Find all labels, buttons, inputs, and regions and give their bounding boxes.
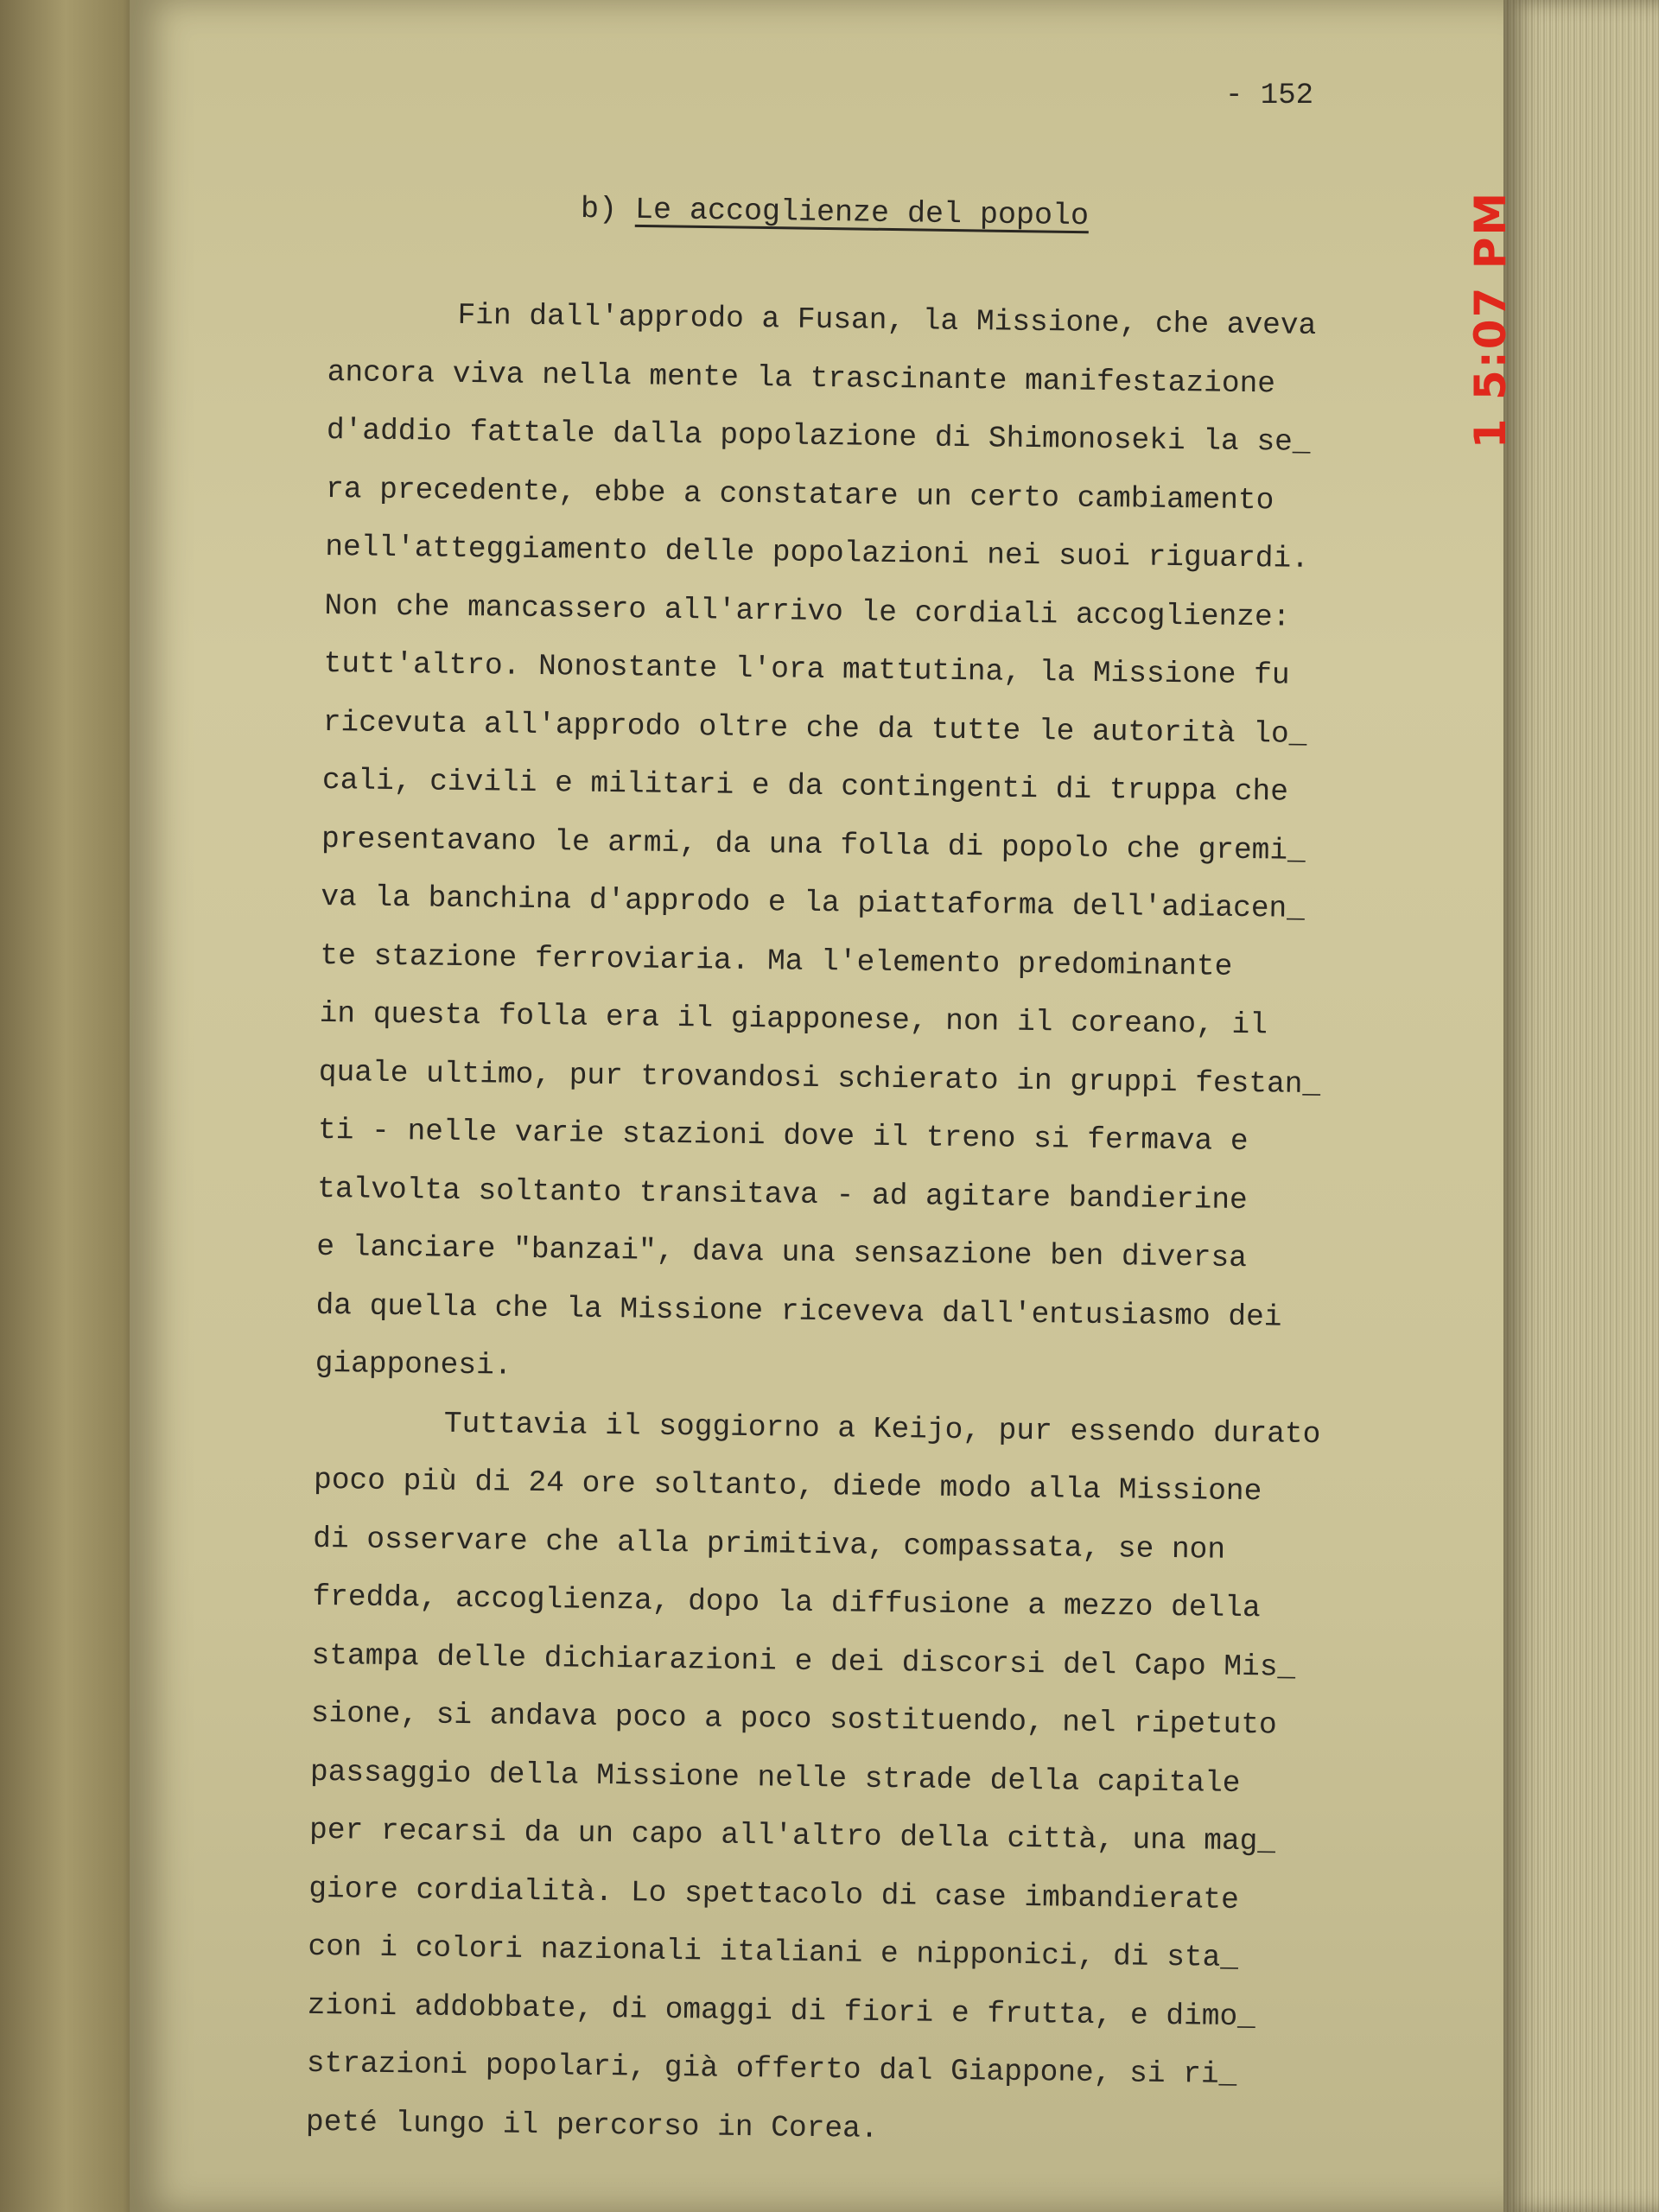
text-line: nell'atteggiamento delle popolazioni nei suoi riguardi. [325,530,1310,576]
text-line: zioni addobbate, di omaggi di fiori e frutta, e dimo_ [307,1988,1256,2034]
text-line: Fin dall'approdo a Fusan, la Missione, che aveva [457,298,1317,343]
body-text [306,285,1452,2165]
text-line: tutt'altro. Nonostante l'ora mattutina, la Missione fu [323,646,1290,693]
text-line: da quella che la Missione riceveva dall'entusiasmo dei [315,1288,1282,1335]
text-line: passaggio della Missione nelle strade della capitale [309,1755,1241,1801]
text-line: Tuttavia il soggiorno a Keijo, pur essendo durato [443,1407,1321,1452]
timestamp-text: 1 5:07 PM [1465,190,1516,449]
paragraph-1 [315,285,1452,1407]
text-line: giore cordialità. Lo spettacolo di case imbandierate [308,1872,1240,1917]
text-line: te stazione ferroviaria. Ma l'elemento predominante [320,938,1233,984]
section-heading [581,192,1090,233]
paragraph-2 [306,1393,1439,2164]
text-line: ancora viva nella mente la trascinante manifestazione [327,355,1276,401]
text-line: Non che mancassero all'arrivo le cordiali accoglienze: [324,588,1291,635]
text-line: ricevuta all'approdo oltre che da tutte le autorità lo_ [322,705,1307,752]
text-line: e lanciare "banzai", dava una sensazione ben diversa [316,1230,1248,1276]
text-line: poco più di 24 ore soltanto, diede modo alla Missione [313,1463,1262,1510]
text-line: con i colori nazionali italiani e nipponici, di sta_ [308,1929,1239,1976]
text-line: talvolta soltanto transitava - ad agitare bandierine [316,1172,1248,1217]
text-line: cali, civili e militari e da contingenti di truppa che [321,763,1289,810]
text-line: in questa folla era il giapponese, non il coreano, il [319,996,1268,1043]
text-line: di osservare che alla primitiva, compassata, se non [313,1522,1226,1567]
text-line: va la banchina d'approdo e la piattaforma dell'adiacen_ [321,880,1306,926]
heading-prefix: b) [580,192,618,227]
page-number: - 152 [1225,79,1314,112]
text-line: presentavano le armi, da una folla di popolo che gremi_ [321,822,1306,868]
text-line: d'addio fattale dalla popolazione di Shimonoseki la se_ [326,413,1311,460]
text-line: quale ultimo, pur trovandosi schierato in gruppi festan_ [318,1055,1321,1102]
text-line: sione, si andava poco a poco sostituendo, nel ripetuto [310,1696,1277,1743]
text-line: giapponesi. [315,1346,512,1383]
camera-timestamp [1460,156,1521,484]
text-line: peté lungo il percorso in Corea. [305,2105,879,2146]
heading-title: Le accoglienze del popolo [634,192,1090,234]
page-edges [1503,0,1659,2212]
text-line: ra precedente, ebbe a constatare un certo cambiamento [325,472,1274,518]
text-line: stampa delle dichiarazioni e dei discorsi del Capo Mis_ [311,1638,1296,1685]
text-line: per recarsi da un capo all'altro della città, una mag_ [308,1813,1276,1859]
text-line: ti - nelle varie stazioni dove il treno si fermava e [317,1113,1249,1160]
text-line: strazioni popolari, già offerto dal Giappone, si ri_ [306,2046,1237,2092]
text-line: fredda, accoglienza, dopo la diffusione a mezzo della [312,1580,1261,1626]
